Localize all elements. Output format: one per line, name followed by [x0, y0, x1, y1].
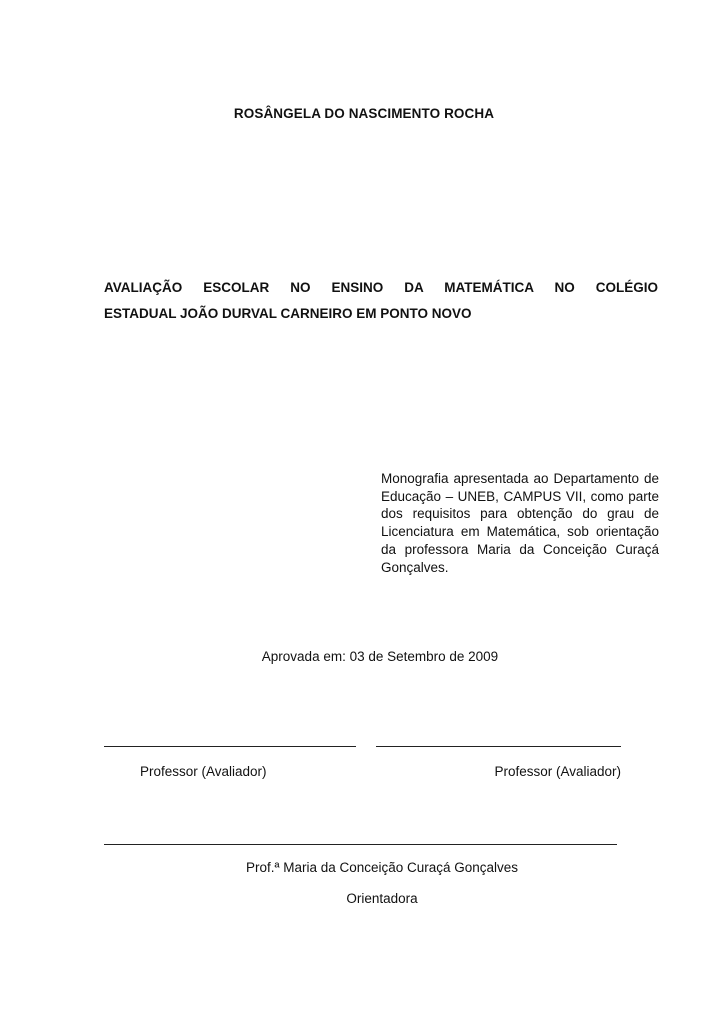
thesis-title-line-1: AVALIAÇÃO ESCOLAR NO ENSINO DA MATEMÁTICA NO COLÉGIO — [104, 280, 658, 295]
signature-line-left — [104, 746, 356, 747]
author-name: ROSÂNGELA DO NASCIMENTO ROCHA — [233, 106, 495, 121]
thesis-title-line-2: ESTADUAL JOÃO DURVAL CARNEIRO EM PONTO NOVO — [104, 306, 472, 321]
abstract-text: Monografia apresentada ao Departamento de Educação – UNEB, CAMPUS VII, como parte dos requisitos para obtenção do grau de Licenciatura em Matemática, sob orientação da professora Maria da Conceição Curaçá Gonçalves. — [381, 471, 659, 575]
approval-date: Aprovada em: 03 de Setembro de 2009 — [261, 649, 499, 664]
evaluator-role-left: Professor (Avaliador) — [140, 764, 267, 779]
signature-line-right — [376, 746, 621, 747]
advisor-role: Orientadora — [346, 891, 418, 906]
evaluator-role-right: Professor (Avaliador) — [494, 764, 621, 779]
signature-line-advisor — [104, 844, 617, 845]
advisor-name: Prof.ª Maria da Conceição Curaçá Gonçalves — [245, 860, 519, 875]
